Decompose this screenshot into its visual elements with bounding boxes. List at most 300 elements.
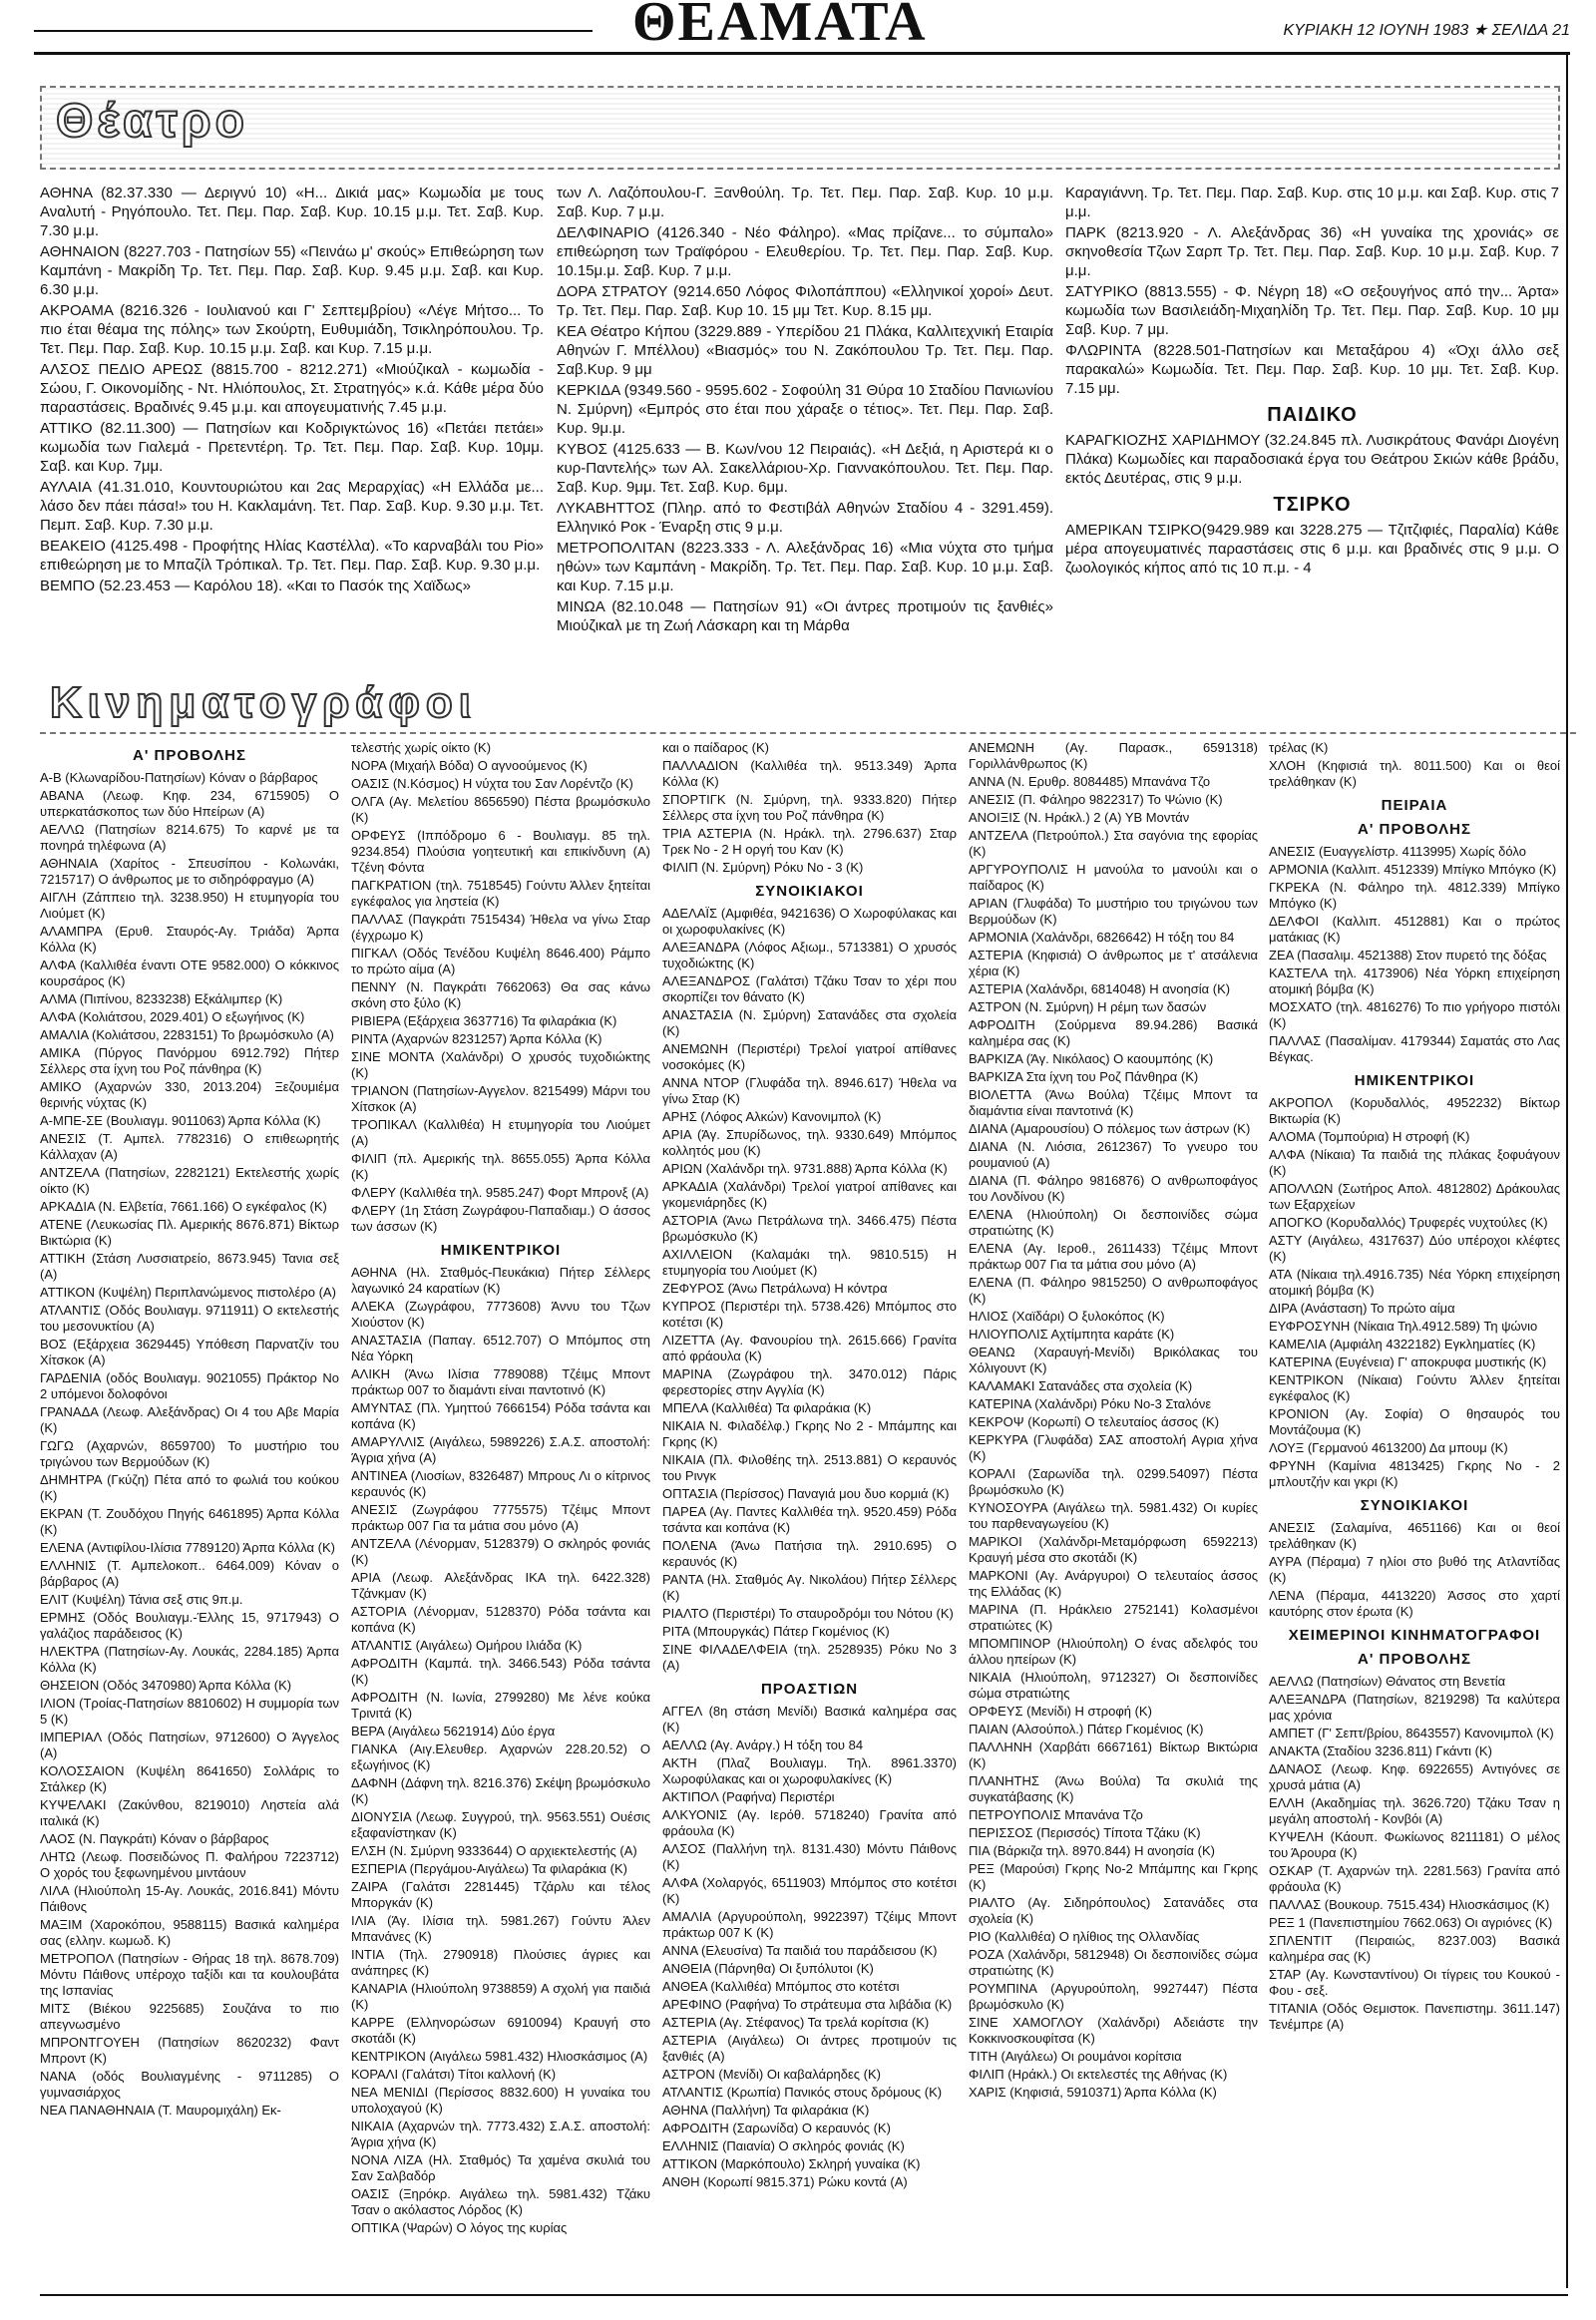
listing-entry: ΑΔΕΛΑΪΣ (Αμφιθέα, 9421636) Ο Χωροφύλακας και οι χωροφυλακίνες (Κ) [662,906,957,937]
listing-entry: ΚΟΛΟΣΣΑΙΟΝ (Κυψέλη 8641650) Σολλάρις το Στάλκερ (Κ) [40,1763,339,1794]
section-heading-winter-a: Α' ΠΡΟΒΟΛΗΣ [1357,1651,1471,1668]
listing-entry: ΑΡΜΟΝΙΑ (Καλλιπ. 4512339) Μπίγκο Μπόγκο (Κ) [1269,862,1557,877]
listing-entry: ΑΤΑ (Νίκαια τηλ.4916.735) Νέα Υόρκη επιχείρηση ατομική βόμβα (Κ) [1269,1267,1560,1298]
listing-entry: ΡΙΝΤΑ (Αχαρνών 8231257) Άρπα Κόλλα (Κ) [351,1031,602,1046]
listing-entry: ΚΕΑ Θέατρο Κήπου (3229.889 - Υπερίδου 21 Πλάκα, Καλλιτεχνική Εταιρία Αθηνών Γ. Μπέλλου) «Βιασμός» του Ν. Ζακόπουλου Τρ. Τετ. Πεμ. Παρ. Σαβ.Κυρ. 9 μμ [557,323,1053,378]
section-heading-peiraia-a: Α' ΠΡΟΒΟΛΗΣ [1357,821,1471,838]
listing-entry: ΑΛΕΞΑΝΔΡΑ (Πατησίων, 8219298) Τα καλύτερα μας χρόνια [1269,1692,1560,1723]
listing-entry: ΚΑΤΕΡΙΝΑ (Ευγένεια) Γ' αποκρυφα μυστικής (Κ) [1269,1354,1547,1369]
listing-entry: ΣΙΝΕ ΜΟΝΤΑ (Χαλάνδρι) Ο χρυσός τυχοδιώκτης (Κ) [351,1049,650,1080]
listing-entry: ΦΛΕΡΥ (Καλλιθέα τηλ. 9585.247) Φορτ Μπρονξ (Α) [351,1185,649,1200]
listing-entry: ΑΝΕΣΙΣ (Ευαγγελίστρ. 4113995) Χωρίς δόλο [1269,844,1526,859]
cinema-col3b-list [662,906,957,1674]
listing-entry: ΑΣΤΡΟΝ (Ν. Σμύρνη) Η ρέμη των δασών [969,999,1207,1014]
cinema-col2-list [351,740,650,1235]
listing-entry: ΑΡΓΥΡΟΥΠΟΛΙΣ Η μανούλα το μανούλι και ο παίδαρος (Κ) [969,862,1258,893]
listing-entry: ΑΤΛΑΝΤΙΣ (Κρωπία) Πανικός στους δρόμους (Κ) [662,2085,943,2100]
listing-entry: ΑΤΕΝΕ (Λευκωσίας Πλ. Αμερικής 8676.871) Βίκτωρ Βικτώρια (Κ) [40,1217,339,1248]
listing-entry: ΑΘΗΝΑΙΟΝ (8227.703 - Πατησίων 55) «Πεινάω μ' σκούς» Επιθεώρηση των Καμπάνη - Μακρίδη Τρ. Τετ. Πεμ. Παρ. Σαβ. Κυρ. 9.45 μ.μ. Σαβ. και Κυρ. 6.30 μ.μ. [40,243,544,298]
listing-entry: ΣΙΝΕ ΦΙΛΑΔΕΛΦΕΙΑ (τηλ. 2528935) Ρόκυ Νο 3 (Α) [662,1642,957,1673]
listing-entry: ΑΜΠΕΤ (Γ' Σεπτ/βρίου, 8643557) Κανονιμπολ (Κ) [1269,1726,1554,1740]
listing-entry: ΓΙΑΝΚΑ (Αιγ.Ελευθερ. Αχαρνών 228.20.52) Ο εξωγήινος (Κ) [351,1741,650,1772]
listing-entry: ΡΕΞ (Μαρούσι) Γκρης Νο-2 Μπάμπης και Γκρης (Κ) [969,1861,1258,1892]
listing-entry: ΚΥΒΟΣ (4125.633 — Β. Κων/νου 12 Πειραιάς). «Η Δεξιά, η Αριστερά κι ο κυρ-Παντελής» των Αλ. Σακελλάριου-Χρ. Γιαννακόπουλου. Τετ. Πεμ. Παρ. Σαβ. Κυρ. 9μμ. Τετ. Σαβ. Κυρ. 6μμ. [557,441,1053,496]
listing-entry: ΝΟΝΑ ΛΙΖΑ (Ηλ. Σταθμός) Τα χαμένα σκυλιά του Σαν Σαλβαδόρ [351,2152,650,2183]
listing-entry: ΚΕΡΚΥΡΑ (Γλυφάδα) ΣΑΣ αποστολή Αγρια χήνα (Κ) [969,1432,1258,1463]
listing-entry: ΚΑΡΡΕ (Ελληνορώσων 6910094) Κραυγή στο σκοτάδι (Κ) [351,2015,650,2046]
listing-entry: ΑΡΙΩΝ (Χαλάνδρι τηλ. 9731.888) Άρπα Κόλλα (Κ) [662,1161,948,1176]
cinema-col2b-list [351,1265,650,2236]
listing-entry: ΜΙΤΣ (Βιέκου 9225685) Σουζάνα το πιο απεγνωσμένο [40,2001,339,2032]
listing-entry: ΤΡΟΠΙΚΑΛ (Καλλιθέα) Η ετυμηγορία του Λιούμετ (Α) [351,1117,650,1148]
listing-entry: ΡΙΤΑ (Μπουργκάς) Πάτερ Γκομένιος (Κ) [662,1624,890,1639]
listing-entry: ΑΜΙΚΑ (Πύργος Πανόρμου 6912.792) Πήτερ Σέλλερς στα ίχνη του Ροζ πάνθηρα (Κ) [40,1045,339,1076]
listing-entry: ΡΟΥΜΠΙΝΑ (Αργυρούπολη, 9927447) Πέστα βρωμόσκυλο (Κ) [969,1981,1258,2012]
listing-entry: ΔΙΡΑ (Ανάσταση) Το πρώτο αίμα [1269,1301,1455,1316]
listing-entry: ΣΙΝΕ ΧΑΜΟΓΛΟΥ (Χαλάνδρι) Αδειάστε την Κοκκινοσκουφίτσα (Κ) [969,2015,1258,2046]
listing-entry: ΑΣΤΕΡΙΑ (Κηφισιά) Ο άνθρωπος με τ' ατσάλενια χέρια (Κ) [969,948,1258,978]
listing-entry: ΑΘΗΝΑ (82.37.330 — Δεριγνύ 10) «Η... Δικιά μας» Κωμωδία με τους Αναλυτή - Ρηγόπουλο. Τετ. Πεμ. Παρ. Σαβ. Κυρ. 10.15 μ.μ. Τετ. Σαβ. Κυρ. 7.30 μ.μ. [40,185,544,239]
listing-entry: ΑΜΑΛΙΑ (Κολιάτσου, 2283151) Το βρωμόσκυλο (Α) [40,1027,334,1042]
listing-entry: ΒΑΡΚΙΖΑ Στα ίχνη του Ροζ Πάνθηρα (Κ) [969,1069,1199,1084]
listing-entry: ΑΤΤΙΚΟ (82.11.300) — Πατησίων και Κοδριγκτώνος 16) «Πετάει πετάει» κωμωδία των Γιαλεμά - Πρετεντέρη. Τρ. Τετ. Πεμ. Παρ. Σαβ. Κυρ. 10μμ. Σαβ. και Κυρ. 7μμ. [40,420,544,475]
listing-entry: ΡΕΞ 1 (Πανεπιστημίου 7662.063) Οι αγριόνες (Κ) [1269,1915,1553,1930]
cinema-column-5 [1269,740,1560,2035]
listing-entry: ΑΤΤΙΚΗ (Στάση Λυσσιατρείο, 8673.945) Τανια σεξ (Α) [40,1251,339,1282]
listing-entry: ΦΡΥΝΗ (Καμίνια 4813425) Γκρης Νο - 2 μπλουτζήν και γκρι (Κ) [1269,1458,1560,1489]
listing-entry: ΑΡΚΑΔΙΑ (Χαλάνδρι) Τρελοί γιατροί απίθανες και γκομενιάρηδες (Κ) [662,1179,957,1210]
listing-entry: ΑΝΝΑ ΝΤΟΡ (Γλυφάδα τηλ. 8946.617) Ήθελα να γίνω Σταρ (Κ) [662,1075,957,1106]
listing-entry: ΜΠΡΟΝΤΓΟΥΕΗ (Πατησίων 8620232) Φαντ Μπροντ (Κ) [40,2035,339,2066]
listing-entry: ΑΝΘΕΙΑ (Πάρνηθα) Οι ξυπόλυτοι (Κ) [662,1961,874,1976]
listing-entry: ΑΙΓΛΗ (Ζάππειο τηλ. 3238.950) Η ετυμηγορία του Λιούμετ (Κ) [40,890,339,921]
listing-entry: ΦΙΛΙΠ (Ν. Σμύρνη) Ρόκυ Νο - 3 (Κ) [662,860,864,875]
listing-entry: ΗΛΙΟΥΠΟΛΙΣ Αχτίμπητα καράτε (Κ) [969,1327,1175,1342]
listing-entry: ΑΝΕΜΩΝΗ (Περιστέρι) Τρελοί γιατροί απίθανες νοσοκόμες (Κ) [662,1041,957,1072]
listing-entry: ΠΙΓΚΑΛ (Οδός Τενέδου Κυψέλη 8646.400) Ράμπο το πρώτο αίμα (Α) [351,946,650,976]
listing-entry: ΧΛΟΗ (Κηφισιά τηλ. 8011.500) Και οι θεοί τρελάθηκαν (Κ) [1269,758,1560,789]
listing-entry: ΑΦΡΟΔΙΤΗ (Σούρμενα 89.94.286) Βασικά καλημέρα σας (Κ) [969,1017,1258,1048]
masthead-rule [34,30,593,32]
listing-entry: ΡΙΑΛΤΟ (Αγ. Σιδηρόπουλος) Σατανάδες στα σχολεία (Κ) [969,1895,1258,1926]
listing-entry: ΑΝΑΚΤΑ (Σταδίου 3236.811) Γκάντι (Κ) [1269,1743,1492,1758]
theatre-banner [40,86,1560,170]
section-heading-proastion: ΠΡΟΑΣΤΙΩΝ [760,1681,859,1698]
listing-entry: ΠΕΡΙΣΣΟΣ (Περισσός) Τίποτα Τζάκυ (Κ) [969,1825,1201,1840]
listing-entry: ΑΤΛΑΝΤΙΣ (Αιγάλεω) Ομήρου Ιλιάδα (Κ) [351,1638,583,1653]
listing-entry: ΑΜΕΡΙΚΑΝ ΤΣΙΡΚΟ(9429.989 και 3228.275 — Τζιτζιφιές, Παραλία) Κάθε μέρα απογευματινές παραστάσεις στις 6 μ.μ. και βραδινές στις 9 μ.μ. Ο ζωολογικός κήπος από τις 10 π.μ. - 4 [1065,522,1559,577]
listing-entry: ΜΙΝΩΑ (82.10.048 — Πατησίων 91) «Οι άντρες προτιμούν τις ξανθιές» Μιούζικαλ με τη Ζωή Λάσκαρη και τη Μάρθα [557,598,1053,634]
listing-entry: ΜΑΡΙΚΟΙ (Χαλάνδρι-Μεταμόρφωση 6592213) Κραυγή μέσα στο σκοτάδι (Κ) [969,1534,1258,1565]
listing-entry: ΑΝΝΑ (Ελευσίνα) Τα παιδιά του παράδεισου (Κ) [662,1943,938,1958]
listing-entry: ΦΛΕΡΥ (1η Στάση Ζωγράφου-Παπαδιαμ.) Ο άσσος των άσσων (Κ) [351,1203,650,1234]
listing-entry: ΙΛΙΟΝ (Τροίας-Πατησίων 8810602) Η συμμορία των 5 (Κ) [40,1696,339,1727]
listing-entry: ΕΣΠΕΡΙΑ (Περγάμου-Αιγάλεω) Τα φιλαράκια (Κ) [351,1861,627,1876]
listing-entry: ΓΡΑΝΑΔΑ (Λεωφ. Αλεξάνδρας) Οι 4 του Αβε Μαρία (Κ) [40,1404,339,1435]
listing-entry: ΑΛΣΟΣ ΠΕΔΙΟ ΑΡΕΩΣ (8815.700 - 8212.271) «Μιούζικαλ - κωμωδία - Σώου, Γ. Οικονομίδης - Ντ. Ηλιόπουλος, Στ. Στρατηγός» κ.ά. Κάθε μέρα δύο παραστάσεις. Βραδινές 9.45 μ.μ. και απογευματινής 7.45 μ.μ. [40,361,544,416]
listing-entry: ΑΣΤΥ (Αιγάλεω, 4317637) Δύο υπέροχοι κλέφτες (Κ) [1269,1233,1560,1264]
listing-entry: ΑΚΡΟΑΜΑ (8216.326 - Ιουλιανού και Γ' Σεπτεμβρίου) «Λέγε Μήτσο... Το πιο έται θέαμα της πόλης» των Σκούρτη, Ευθυμιάδη, Τσικληρόπουλου. Τρ. Τετ. Πεμ. Παρ. Σαβ. Κυρ. 10.15 μ.μ. Σαβ. και Κυρ. 7.15 μ.μ. [40,302,544,357]
listing-entry: ΑΡΙΑΝ (Γλυφάδα) Το μυστήριο του τριγώνου των Βερμούδων (Κ) [969,896,1258,927]
listing-entry: ΣΠΛΕΝΤΙΤ (Πειραιώς, 8237.003) Βασικά καλημέρα σας (Κ) [1269,1933,1560,1964]
listing-entry: ΑΝΝΑ (Ν. Ερυθρ. 8084485) Μπανάνα Τζο [969,774,1211,789]
listing-entry: ΑΛΑΜΠΡΑ (Ερυθ. Σταυρός-Αγ. Τριάδα) Άρπα Κόλλα (Κ) [40,924,339,955]
listing-entry: ΚΥΝΟΣΟΥΡΑ (Αιγάλεω τηλ. 5981.432) Οι κυρίες του παρθεναγωγείου (Κ) [969,1500,1258,1531]
listing-entry: ΑΦΡΟΔΙΤΗ (Σαρωνίδα) Ο κεραυνός (Κ) [662,2121,891,2135]
listing-entry: ΛΙΛΑ (Ηλιούπολη 15-Αγ. Λουκάς, 2016.841) Μόντυ Πάιθονς [40,1883,339,1914]
listing-entry: ΖΑΙΡΑ (Γαλάτσι 2281445) Τζάρλυ και τέλος Μποργκάν (Κ) [351,1879,650,1910]
listing-entry: ΕΛΙΤ (Κυψέλη) Τάνια σεξ στις 9π.μ. [40,1592,243,1607]
listing-entry: ΜΑΡΙΝΑ (Ζωγράφου τηλ. 3470.012) Πάρις φερεστορίες στην Αγγλία (Κ) [662,1366,957,1397]
listing-entry: ΑΛΕΚΑ (Ζωγράφου, 7773608) Άννυ του Τζων Χιούστον (Κ) [351,1299,650,1330]
listing-entry: ΤΡΙΑΝΟΝ (Πατησίων-Αγγελον. 8215499) Μάρνι του Χίτσκοκ (Α) [351,1083,650,1114]
listing-entry: ΑΝΘΕΑ (Καλλιθέα) Μπόμπος στο κοτέτσι [662,1979,900,1994]
listing-entry: ΗΛΕΚΤΡΑ (Πατησίων-Αγ. Λουκάς, 2284.185) Άρπα Κόλλα (Κ) [40,1644,339,1675]
listing-entry: ΒΑΡΚΙΖΑ (Άγ. Νικόλαος) Ο καουμπόης (Κ) [969,1051,1214,1066]
cinema-col3-list [662,740,957,876]
listing-entry: ΑΤΤΙΚΟΝ (Μαρκόπουλο) Σκληρή γυναίκα (Κ) [662,2156,921,2171]
listing-entry: ΓΑΡΔΕΝΙΑ (οδός Βουλιαγμ. 9021055) Πράκτορ Νο 2 υπόμενοι δολοφόνοι [40,1370,339,1401]
listing-entry: ΑΚΤΙΠΟΛ (Ραφήνα) Περιστέρι [662,1789,835,1804]
theatre-column-3 [1065,184,1559,580]
listing-entry: ΑΧΙΛΛΕΙΟΝ (Καλαμάκι τηλ. 9810.515) Η ετυμηγορία του Λιούμετ (Κ) [662,1247,957,1278]
listing-entry: ΑΣΤΟΡΙΑ (Λένορμαν, 5128370) Ρόδα τσάντα και κοπάνα (Κ) [351,1604,650,1635]
listing-entry: ΔΑΦΝΗ (Δάφνη τηλ. 8216.376) Σκέψη βρωμόσκυλο (Κ) [351,1775,650,1806]
listing-entry: ΑΝΕΣΙΣ (Σαλαμίνα, 4651166) Και οι θεοί τρελάθηκαν (Κ) [1269,1520,1560,1551]
listing-entry: ΑΝΟΙΞΙΣ (Ν. Ηράκλ.) 2 (Α) ΥΒ Μοντάν [969,810,1190,825]
listing-entry: ΕΛΕΝΑ (Αντιφίλου-Ιλίσια 7789120) Άρπα Κόλλα (Κ) [40,1540,335,1555]
listing-entry: ΦΙΛΙΠ (πλ. Αμερικής τηλ. 8655.055) Άρπα Κόλλα (Κ) [351,1151,650,1182]
section-heading-imikentrikoi: ΗΜΙΚΕΝΤΡΙΚΟΙ [440,1242,562,1259]
listing-entry: ΖΕΑ (Πασαλιμ. 4521388) Στον πυρετό της δόξας [1269,948,1547,963]
listing-entry: ΓΚΡΕΚΑ (Ν. Φάληρο τηλ. 4812.339) Μπίγκο Μπόγκο (Κ) [1269,880,1560,911]
listing-entry: τρέλας (Κ) [1269,740,1329,755]
listing-entry: ΙΛΙΑ (Άγ. Ιλίσια τηλ. 5981.267) Γούντυ Άλεν Μπανάνες (Κ) [351,1913,650,1944]
listing-entry: ΑΣΤΟΡΙΑ (Άνω Πετράλωνα τηλ. 3466.475) Πέστα βρωμόσκυλο (Κ) [662,1213,957,1244]
listing-entry: ΠΑΙΑΝ (Αλσούπολ.) Πάτερ Γκομένιος (Κ) [969,1722,1204,1737]
listing-entry: ΠΑΛΛΑΣ (Παγκράτι 7515434) Ήθελα να γίνω Σταρ (έγχρωμο Κ) [351,912,650,943]
listing-entry: ΟΡΦΕΥΣ (Μενίδι) Η στροφή (Κ) [969,1704,1152,1719]
section-heading-synoikiakoi-2: ΣΥΝΟΙΚΙΑΚΟΙ [1360,1497,1469,1514]
listing-entry: ΑΣΤΡΟΝ (Μενίδι) Οι καβαλάρηδες (Κ) [662,2067,881,2082]
listing-entry: ΕΛΕΝΑ (Π. Φάληρο 9815250) Ο ανθρωποφάγος (Κ) [969,1275,1258,1306]
listing-entry: ΑΓΓΕΛ (8η στάση Μενίδι) Βασικά καλημέρα σας (Κ) [662,1704,957,1735]
tsirko-list [1065,521,1559,578]
listing-entry: ΔΙΑΝΑ (Αμαρουσίου) Ο πόλεμος των άστρων (Κ) [969,1121,1251,1136]
listing-entry: ΚΡΟΝΙΟΝ (Αγ. Σοφία) Ο θησαυρός του Μοντάζουμα (Κ) [1269,1406,1560,1437]
listing-entry: ΖΕΦΥΡΟΣ (Άνω Πετράλωνα) Η κόντρα [662,1281,888,1296]
listing-entry: Α-ΜΠΕ-ΣΕ (Βουλιαγμ. 9011063) Άρπα Κόλλα (Κ) [40,1113,321,1128]
section-heading-winter-cinemas: ΧΕΙΜΕΡΙΝΟΙ ΚΙΝΗΜΑΤΟΓΡΑΦΟΙ [1288,1627,1541,1644]
listing-entry: ΤΡΙΑ ΑΣΤΕΡΙΑ (Ν. Ηράκλ. τηλ. 2796.637) Σταρ Τρεκ Νο - 2 Η οργή του Καν (Κ) [662,826,957,857]
listing-entry: ΝΕΑ ΠΑΝΑΘΗΝΑΙΑ (Τ. Μαυρομιχάλη) Εκ- [40,2103,281,2118]
listing-entry: ΠΟΛΕΝΑ (Άνω Πατήσια τηλ. 2910.695) Ο κεραυνός (Κ) [662,1538,957,1569]
listing-entry: ΠΕΝΝΥ (Ν. Παγκράτι 7662063) Θα σας κάνω σκόνη στο ξύλο (Κ) [351,979,650,1010]
listing-entry: ΔΑΝΑΟΣ (Λεωφ. Κηφ. 6922655) Αντιγόνες σε χρυσά μάτια (Α) [1269,1761,1560,1792]
listing-entry: ΑΛΟΜΑ (Τομπούρια) Η στροφή (Κ) [1269,1129,1470,1144]
listing-entry: ΠΙΑ (Βάρκιζα τηλ. 8970.844) Η ανοησία (Κ) [969,1843,1215,1858]
listing-entry: ΣΤΑΡ (Αγ. Κωνσταντίνου) Οι τίγρεις του Κουκού - Φου - σεξ. [1269,1967,1560,1998]
listing-entry: ΟΛΓΑ (Αγ. Μελετίου 8656590) Πέστα βρωμόσκυλο (Κ) [351,794,650,825]
cinema-col5c-list [1269,1520,1560,1620]
listing-entry: ΟΠΤΙΚΑ (Ψαρών) Ο λόγος της κυρίας [351,2220,568,2235]
listing-entry: ΑΝΤΖΕΛΑ (Λένορμαν, 5128379) Ο σκληρός φονιάς (Κ) [351,1536,650,1567]
listing-entry: ΟΠΤΑΣΙΑ (Περίσσος) Παναγιά μου δυο κορμιά (Κ) [662,1486,950,1501]
listing-entry: ΧΑΡΙΣ (Κηφισιά, 5910371) Άρπα Κόλλα (Κ) [969,2085,1217,2100]
listing-entry: ΕΛΣΗ (Ν. Σμύρνη 9333644) Ο αρχιεκτελεστής (Α) [351,1843,637,1858]
listing-entry: ΑΝΕΣΙΣ (Ζωγράφου 7775575) Τζέιμς Μποντ πράκτωρ 007 Για τα μάτια σου μόνο (Α) [351,1502,650,1533]
listing-entry: ΑΕΛΛΩ (Πατησίων) Θάνατος στη Βενετία [1269,1674,1506,1689]
listing-entry: ΕΛΛΗ (Ακαδημίας τηλ. 3626.720) Τζάκυ Τσαν η μεγάλη αποστολή - Κονβόι (Α) [1269,1795,1560,1826]
listing-entry: τελεστής χωρίς οίκτο (Κ) [351,740,492,755]
listing-entry: ΑΒΑΝΑ (Λεωφ. Κηφ. 234, 6715905) Ο υπερκατάσκοπος των δύο Ηπείρων (Α) [40,788,339,819]
listing-entry: ΣΠΟΡΤΙΓΚ (Ν. Σμύρνη, τηλ. 9333.820) Πήτερ Σέλλερς στα ίχνη του Ροζ πάνθηρα (Κ) [662,792,957,823]
listing-entry: ΚΑΡΑΓΚΙΟΖΗΣ ΧΑΡΙΔΗΜΟΥ (32.24.845 πλ. Λυσικράτους Φανάρι Διογένη Πλάκα) Κωμωδίες και παραδοσιακά έργα του Θεάτρου Σκιών κάθε βράδυ, εκτός Δευτέρας, στις 9 μ.μ. [1065,432,1559,487]
listing-entry: ΑΚΡΟΠΟΛ (Κορυδαλλός, 4952232) Βίκτωρ Βικτωρία (Κ) [1269,1095,1560,1126]
listing-entry: ΙΝΤΙΑ (Τηλ. 2790918) Πλούσιες άγριες και ανάπηρες (Κ) [351,1947,650,1978]
listing-entry: ΠΑΛΛΑΣ (Πασαλίμαν. 4179344) Σαματάς στο Λας Βέγκας. [1269,1033,1560,1064]
listing-entry: ΑΡΙΑ (Λεωφ. Αλεξάνδρας ΙΚΑ τηλ. 6422.328) Τζάνκμαν (Κ) [351,1570,650,1601]
listing-entry: ΑΝΑΣΤΑΣΙΑ (Ν. Σμύρνη) Σατανάδες στα σχολεία (Κ) [662,1007,957,1038]
listing-entry: ΔΕΛΦΙΝΑΡΙΟ (4126.340 - Νέο Φάληρο). «Μας πρίζανε... το σύμπαλο» επιθεώρηση των Τραϊφόρου - Ελευθερίου. Τρ. Τετ. Πεμ. Παρ. Σαβ. Κυρ. 10.15μ.μ. Σαβ. Κυρ. 7 μ.μ. [557,224,1053,279]
listing-entry: ΔΙΑΝΑ (Π. Φάληρο 9816876) Ο ανθρωποφάγος του Λονδίνου (Κ) [969,1173,1258,1204]
listing-entry: ΑΡΕΦΙΝΟ (Ραφήνα) Το στράτευμα στα λιβάδια (Κ) [662,1997,953,2012]
listing-entry: ΕΡΜΗΣ (Οδός Βουλιαγμ.-Έλλης 15, 9717943) Ο γαλάζιος παράδεισος (Κ) [40,1610,339,1641]
listing-entry: ΡΟΖΑ (Χαλάνδρι, 5812948) Οι δεσποινίδες σώμα στρατιώτης (Κ) [969,1947,1258,1978]
listing-entry: ΑΝΕΣΙΣ (Τ. Αμπελ. 7782316) Ο επιθεωρητής Κάλλαχαν (Α) [40,1131,339,1162]
listing-entry: ΑΘΗΝΑΙΑ (Χαρίτος - Σπευσίπου - Κολωνάκι, 7215717) Ο άνθρωπος με το σιδηρόφραγμο (Α) [40,856,339,887]
listing-entry: ΑΜΑΛΙΑ (Αργυρούπολη, 9922397) Τζέιμς Μποντ πράκτωρ 007 Κ (Κ) [662,1909,957,1940]
listing-entry: ΑΛΙΚΗ (Άνω Ιλίσια 7789088) Τζέιμς Μποντ πράκτωρ 007 το διαμάντι είναι παντοτινό (Κ) [351,1366,650,1397]
listing-entry: ΚΑΛΑΜΑΚΙ Σατανάδες στα σχολεία (Κ) [969,1378,1193,1393]
listing-entry: ΑΜΑΡΥΛΛΙΣ (Αιγάλεω, 5989226) Σ.Α.Σ. αποστολή: Άγρια χήνα (Α) [351,1434,650,1465]
listing-entry: ΑΡΙΑ (Άγ. Σπυρίδωνος, τηλ. 9330.649) Μπόμπος κολλητός μου (Κ) [662,1127,957,1158]
listing-entry: ΟΣΚΑΡ (Τ. Αχαρνών τηλ. 2281.563) Γρανίτα από φράουλα (Κ) [1269,1863,1560,1894]
listing-entry: ΑΝΤΙΝΕΑ (Λιοσίων, 8326487) Μπρους Λι ο κίτρινος κεραυνός (Κ) [351,1468,650,1499]
listing-entry: ΟΑΣΙΣ (Ν.Κόσμος) Η νύχτα του Σαν Λορέντζο (Κ) [351,776,633,791]
listing-entry: ΔΙΟΝΥΣΙΑ (Λεωφ. Συγγρού, τηλ. 9563.551) Ουέσις εξαφανίστηκαν (Κ) [351,1809,650,1840]
listing-entry: ΑΕΛΛΩ (Πατησίων 8214.675) Το καρνέ με τα πονηρά τηλέφωνα (Α) [40,822,339,853]
listing-entry: ΛΙΖΕΤΤΑ (Αγ. Φανουρίου τηλ. 2615.666) Γρανίτα από φράουλα (Κ) [662,1333,957,1363]
listing-entry: ΑΛΕΞΑΝΔΡΑ (Λόφος Αξιωμ., 5713381) Ο χρυσός τυχοδιώκτης (Κ) [662,940,957,970]
listing-entry: ΑΝΕΣΙΣ (Π. Φάληρο 9822317) Το Ψώνιο (Κ) [969,792,1223,807]
listing-entry: ΜΠΟΜΠΙΝΟΡ (Ηλιούπολη) Ο ένας αδελφός του άλλου ηπείρων (Κ) [969,1636,1258,1667]
listing-entry: ΝΙΚΑΙΑ (Ηλιούπολη, 9712327) Οι δεσποινίδες σώμα στρατιώτης [969,1670,1258,1701]
listing-entry: ΚΥΠΡΟΣ (Περιστέρι τηλ. 5738.426) Μπόμπος στο κοτέτσι (Κ) [662,1299,957,1330]
listing-entry: ΑΥΛΑΙΑ (41.31.010, Κουντουριώτου και 2ας Μεραρχίας) «Η Ελλάδα με... λάσο δεν πάει πάσα!» του Η. Κακλαμάνη. Τετ. Παρ. Σαβ. Κυρ. 9.30 μ.μ. Τετ. Πεμπ. Σαβ. Κυρ. 7.30 μ.μ. [40,479,544,534]
listing-entry: ΡΙΒΙΕΡΑ (Εξάρχεια 3637716) Τα φιλαράκια (Κ) [351,1013,617,1028]
listing-entry: ΑΤΛΑΝΤΙΣ (Οδός Βουλιαγμ. 9711911) Ο εκτελεστής του μεσονυκτίου (Α) [40,1303,339,1334]
listing-entry: ΑΛΜΑ (Πιπίνου, 8233238) Εξκάλιμπερ (Κ) [40,991,283,1006]
listing-entry: Καραγιάννη. Τρ. Τετ. Πεμ. Παρ. Σαβ. Κυρ. στις 10 μ.μ. και Σαβ. Κυρ. στις 7 μ.μ. [1065,185,1559,220]
listing-entry: και ο παίδαρος (Κ) [662,740,769,755]
listing-entry: ΝΙΚΑΙΑ (Αχαρνών τηλ. 7773.432) Σ.Α.Σ. αποστολή: Άγρια χήνα (Κ) [351,2119,650,2149]
listing-entry: ΑΥΡΑ (Πέραμα) 7 ηλίοι στο βυθό της Ατλαντίδας (Κ) [1269,1554,1560,1585]
listing-entry: ΠΑΛΛΑΣ (Βουκουρ. 7515.434) Ηλιοσκάσιμος (Κ) [1269,1897,1550,1912]
listing-entry: ΙΜΠΕΡΙΑΛ (Οδός Πατησίων, 9712600) Ο Άγγελος (Α) [40,1730,339,1760]
listing-entry: ΒΙΟΛΕΤΤΑ (Άνω Βούλα) Τζέιμς Μποντ τα διαμάντια είναι παντοτινά (Κ) [969,1087,1258,1118]
listing-entry: ΑΝΤΖΕΛΑ (Πατησίων, 2282121) Εκτελεστής χωρίς οίκτο (Κ) [40,1165,339,1196]
cinema-column-3 [662,740,957,2192]
cinema-column-4 [969,740,1258,2103]
listing-entry: ΑΘΗΝΑ (Παλλήνη) Τα φιλαράκια (Κ) [662,2103,870,2118]
listing-entry: ΑΜΙΚΟ (Αχαρνών 330, 2013.204) Ξεζουμιέμα θερινής νύχτας (Κ) [40,1079,339,1110]
listing-entry: ΓΩΓΩ (Αχαρνών, 8659700) Το μυστήριο του τριγώνου των Βερμούδων (Κ) [40,1438,339,1469]
listing-entry: ΚΕΝΤΡΙΚΟΝ (Αιγάλεω 5981.432) Ηλιοσκάσιμος (Α) [351,2049,648,2064]
listing-entry: ΟΑΣΙΣ (Ξηρόκρ. Αιγάλεω τηλ. 5981.432) Τζάκυ Τσαν ο ακόλαστος Λόρδος (Κ) [351,2186,650,2217]
listing-entry: ΝΑΝΑ (οδός Βουλιαγμένης - 9711285) Ο γυμνασιάρχος [40,2069,339,2100]
listing-entry: ΘΗΣΕΙΟΝ (Οδός 3470980) Άρπα Κόλλα (Κ) [40,1678,292,1693]
listing-entry: ΑΛΕΞΑΝΔΡΟΣ (Γαλάτσι) Τζάκυ Τσαν το χέρι που σκορπίζει τον θάνατο (Κ) [662,973,957,1004]
listing-entry: ΚΕΡΚΙΔΑ (9349.560 - 9595.602 - Σοφούλη 31 Θύρα 10 Σταδίου Πανιωνίου Ν. Σμύρνη) «Εμπρός στο έται που χάραξε ο τέτιος». Τετ. Πεμ. Παρ. Σαβ. Κυρ. 9μ.μ. [557,382,1053,437]
cinema-col1-list [40,770,339,2119]
listing-entry: ΚΟΡΑΛΙ (Γαλάτσι) Τίτοι καλλονή (Κ) [351,2067,557,2082]
listing-entry: ΜΑΞΙΜ (Χαροκόπου, 9588115) Βασικά καλημέρα σας (ελλην. κωμωδ. Κ) [40,1917,339,1948]
listing-entry: ΕΛΛΗΝΙΣ (Τ. Αμπελοκοπ.. 6464.009) Κόναν ο βάρβαρος (Α) [40,1558,339,1589]
listing-entry: ΔΙΑΝΑ (Ν. Λιόσια, 2612367) Το γνευρο του ρουμανιού (Α) [969,1139,1258,1170]
listing-entry: ΠΑΓΚΡΑΤΙΟΝ (τηλ. 7518545) Γούντυ Άλλεν ξητείται εγκέφαλος για ληστεία (Κ) [351,878,650,909]
cinema-column-1 [40,740,339,2121]
listing-entry: ΑΘΗΝΑ (Ηλ. Σταθμός-Πευκάκια) Πήτερ Σέλλερς λαγωνικό 24 καρατίων (Κ) [351,1265,650,1296]
listing-entry: ΜΑΡΚΟΝΙ (Αγ. Ανάργυροι) Ο τελευταίος άσσος της Ελλάδας (Κ) [969,1568,1258,1599]
listing-entry: ΚΑΤΕΡΙΝΑ (Χαλάνδρι) Ρόκυ Νο-3 Σταλόνε [969,1396,1212,1411]
page-title: ΘΕΑΜΑΤΑ [632,0,928,53]
listing-entry: των Λ. Λαζόπουλου-Γ. Ξανθούλη. Τρ. Τετ. Πεμ. Παρ. Σαβ. Κυρ. 10 μ.μ. Σαβ. Κυρ. 7 μ.μ. [557,185,1053,220]
listing-entry: ΑΝΘΗ (Κορωπί 9815.371) Ρώκυ κοντά (Α) [662,2174,908,2189]
listing-entry: ΑΦΡΟΔΙΤΗ (Καμπά. τηλ. 3466.543) Ρόδα τσάντα (Κ) [351,1656,650,1687]
cinema-column-2 [351,740,650,2238]
listing-entry: ΡΙΟ (Καλλιθέα) Ο ηλίθιος της Ολλανδίας [969,1929,1200,1944]
section-heading-peiraia: ΠΕΙΡΑΙΑ [1381,797,1448,814]
listing-entry: ΚΑΜΕΛΙΑ (Αμφιάλη 4322182) Εγκληματίες (Κ) [1269,1337,1536,1352]
dateline: ΚΥΡΙΑΚΗ 12 ΙΟΥΝΗ 1983 ★ ΣΕΛΙΔΑ 21 [1283,22,1570,39]
listing-entry: ΒΕΜΠΟ (52.23.453 — Καρόλου 18). «Και το Πασόκ της Χαϊδως» [40,578,471,594]
listing-entry: ΑΛΦΑ (Νίκαια) Τα παιδιά της πλάκας ξοφυάγουν (Κ) [1269,1147,1560,1178]
cinema-banner-title: Κινηματογράφοι [50,678,477,727]
listing-entry: ΕΛΛΗΝΙΣ (Παιανία) Ο σκληρός φονιάς (Κ) [662,2138,905,2153]
section-heading-imikentrikoi-2: ΗΜΙΚΕΝΤΡΙΚΟΙ [1354,1072,1475,1089]
listing-entry: ΑΝΕΜΩΝΗ (Αγ. Παρασκ., 6591318) Γοριλλάνθρωπος (Κ) [969,740,1258,771]
listing-entry: ΛΗΤΩ (Λεωφ. Ποσειδώνος Π. Φαλήρου 7223712) Ο χορός του ξεφωνημένου μιντάουν [40,1849,339,1880]
listing-entry: ΛΟΥΞ (Γερμανού 4613200) Δα μπουμ (Κ) [1269,1440,1508,1455]
listing-entry: ΝΙΚΑΙΑ Ν. Φιλαδέλφ.) Γκρης Νο 2 - Μπάμπης και Γκρης (Κ) [662,1418,957,1449]
listing-entry: ΑΕΛΛΩ (Αγ. Ανάργ.) Η τόξη του 84 [662,1738,864,1752]
listing-entry: ΣΑΤΥΡΙΚΟ (8813.555) - Φ. Νέγρη 18) «Ο σεξουγήνος από την... Άρτα» κωμωδία των Βασιλειάδη-Μιχαηλίδη Τρ. Τετ. Πεμ. Παρ. Σαβ. Κυρ. 10 μμ Σαβ. Κυρ. 7 μμ. [1065,283,1559,338]
listing-entry: ΚΥΨΕΛΗ (Κάουπ. Φωκίωνος 8211181) Ο μέλος του Άρουρα (Κ) [1269,1829,1560,1860]
section-heading-paidiko: ΠΑΙΔΙΚΟ [1267,404,1358,426]
cinema-col5b-list [1269,1095,1560,1490]
listing-entry: ΠΑΡΕΑ (Αγ. Παντες Καλλιθέα τηλ. 9520.459) Ρόδα τσάντα και κοπάνα (Κ) [662,1504,957,1535]
listing-entry: ΡΑΝΤΑ (Ηλ. Σταθμός Αγ. Νικολάου) Πήτερ Σέλλερς (Κ) [662,1572,957,1603]
listing-entry: ΜΠΕΛΑ (Καλλιθέα) Τα φιλαράκια (Κ) [662,1400,872,1415]
listing-entry: Α-Β (Κλωναρίδου-Πατησίων) Κόναν ο βάρβαρος [40,770,318,785]
listing-entry: ΒΟΣ (Εξάρχεια 3629445) Υπόθεση Παρνατζίν του Χίτσκοκ (Α) [40,1337,339,1367]
listing-entry: ΜΑΡΙΝΑ (Π. Ηράκλειο 2752141) Κολασμένοι στρατιώτες (Κ) [969,1602,1258,1633]
listing-entry: ΕΥΦΡΟΣΥΝΗ (Νίκαια Τηλ.4912.589) Τη ψώνιο [1269,1319,1538,1334]
cinema-col5a-list [1269,844,1560,1065]
cinema-col5d-list [1269,1674,1560,2033]
listing-entry: ΑΤΤΙΚΟΝ (Κυψέλη) Περιπλανώμενος πιστολέρο (Α) [40,1285,336,1300]
listing-entry: ΑΣΤΕΡΙΑ (Αιγάλεω) Οι άντρες προτιμούν τις ξανθιές (Α) [662,2033,957,2064]
theatre-column-2 [557,184,1053,637]
listing-entry: ΔΗΜΗΤΡΑ (Γκύζη) Πέτα από το φωλιά του κούκου (Κ) [40,1472,339,1503]
listing-entry: ΑΦΡΟΔΙΤΗ (Ν. Ιωνία, 2799280) Με λένε κούκα Τρινιτά (Κ) [351,1690,650,1721]
listing-entry: ΜΟΣΧΑΤΟ (τηλ. 4816276) Το πιο γρήγορο πιστόλι (Κ) [1269,999,1560,1030]
listing-entry: ΚΑΣΤΕΛΑ τηλ. 4173906) Νέα Υόρκη επιχείρηση ατομική βόμβα (Κ) [1269,966,1560,996]
listing-entry: ΒΕΑΚΕΙΟ (4125.498 - Προφήτης Ηλίας Καστέλλα). «Το καρναβάλι του Pio» επιθεώρηση με το Μπαζίλ Τρόπικαλ. Τρ. Τετ. Πεμ. Παρ. Σαβ. Κυρ. 9.30 μ.μ. [40,538,544,574]
listing-entry: ΑΣΤΕΡΙΑ (Χαλάνδρι, 6814048) Η ανοησία (Κ) [969,981,1231,996]
listing-entry: ΑΝΑΣΤΑΣΙΑ (Παπαγ. 6512.707) Ο Μπόμπος στη Νέα Υόρκη [351,1333,650,1363]
listing-entry: ΑΛΦΑ (Καλλιθέα έναντι ΟΤΕ 9582.000) Ο κόκκινος κουρσάρος (Κ) [40,958,339,988]
listing-entry: ΔΕΛΦΟΙ (Καλλιπ. 4512881) Και ο πρώτος ματάκιας (Κ) [1269,914,1560,945]
listing-entry: ΚΟΡΑΛΙ (Σαρωνίδα τηλ. 0299.54097) Πέστα βρωμόσκυλο (Κ) [969,1466,1258,1497]
listing-entry: ΕΛΕΝΑ (Αγ. Ιεροθ., 2611433) Τζέιμς Μποντ πράκτωρ 007 Για τα μάτια σου μόνο (Α) [969,1241,1258,1272]
listing-entry: ΤΙΤΑΝΙΑ (Οδός Θεμιστοκ. Πανεπιστημ. 3611.147) Τενέμπρε (Α) [1269,2001,1560,2032]
listing-entry: ΝΟΡΑ (Μιχαήλ Βόδα) Ο αγνοούμενος (Κ) [351,758,588,773]
theatre-col3-list [1065,184,1559,398]
masthead [34,0,1570,55]
listing-entry: ΚΥΨΕΛΑΚΙ (Ζακύνθου, 8219010) Ληστεία αλά ιταλικά (Κ) [40,1797,339,1828]
listing-entry: ΜΕΤΡΟΠΟΛ (Πατησίων - Θήρας 18 τηλ. 8678.709) Μόντυ Πάιθονς υπέροχο ταξίδι και τα κουλουβάτα της Ισπανίας [40,1951,339,1998]
listing-entry: ΚΕΝΤΡΙΚΟΝ (Νίκαια) Γούντυ Άλλεν ξητείται εγκέφαλος (Κ) [1269,1372,1560,1403]
listing-entry: ΕΛΕΝΑ (Ηλιούπολη) Οι δεσποινίδες σώμα στρατιώτης (Κ) [969,1207,1258,1238]
listing-entry: ΑΣΤΕΡΙΑ (Αγ. Στέφανος) Τα τρελά κορίτσια (Κ) [662,2015,930,2030]
listing-entry: ΘΕΑΝΩ (Χαραυγή-Μενίδι) Βρικόλακας του Χόλιγουντ (Κ) [969,1345,1258,1375]
listing-entry: ΤΙΤΗ (Αιγάλεω) Οι ρουμάνοι κορίτσια [969,2049,1182,2064]
listing-entry: ΛΕΝΑ (Πέραμα, 4413220) Άσσος στο χαρτί καυτόρης στον έρωτα (Κ) [1269,1588,1560,1619]
listing-entry: ΑΠΟΓΚΟ (Κορυδαλλός) Τρυφερές νυχτούλες (Κ) [1269,1215,1548,1230]
page-frame-bottom [40,2294,1568,2296]
paidiko-list [1065,431,1559,488]
listing-entry: ΚΑΝΑΡΙΑ (Ηλιούπολη 9738859) Α σχολή για παιδιά (Κ) [351,1981,650,2012]
listing-entry: ΟΡΦΕΥΣ (Ιππόδρομο 6 - Βουλιαγμ. 85 τηλ. 9234.854) Πλούσια γοητευτική και επικίνδυνη (Α) Τζένη Φόντα [351,828,650,875]
listing-entry: ΑΡΜΟΝΙΑ (Χαλάνδρι, 6826642) Η τόξη του 84 [969,930,1235,945]
listing-entry: ΝΕΑ ΜΕΝΙΔΙ (Περίσσος 8832.600) Η γυναίκα του υπολοχαγού (Κ) [351,2085,650,2116]
listing-entry: ΑΡΚΑΔΙΑ (Ν. Ελβετία, 7661.166) Ο εγκέφαλος (Κ) [40,1199,327,1214]
cinema-col3c-list [662,1704,957,2190]
listing-entry: ΝΙΚΑΙΑ (Πλ. Φιλοθέης τηλ. 2513.881) Ο κεραυνός του Ρινγκ [662,1452,957,1483]
section-heading-a-provolis: Α' ΠΡΟΒΟΛΗΣ [132,747,246,764]
listing-entry: ΑΛΦΑ (Χολαργός, 6511903) Μπόμπος στο κοτέτσι (Κ) [662,1875,957,1906]
listing-entry: ΑΛΣΟΣ (Παλλήνη τηλ. 8131.430) Μόντυ Πάιθονς (Κ) [662,1841,957,1872]
listing-entry: ΠΑΛΛΗΝΗ (Χαρβάτι 6667161) Βίκτωρ Βικτώρια (Κ) [969,1740,1258,1770]
theatre-column-1 [40,184,544,597]
listing-entry: ΑΜΥΝΤΑΣ (Πλ. Υμηττού 7666154) Ρόδα τσάντα και κοπάνα (Κ) [351,1400,650,1431]
section-heading-tsirko: ΤΣΙΡΚΟ [1273,494,1352,516]
listing-entry: ΦΙΛΙΠ (Ηράκλ.) Οι εκτελεστές της Αθήνας (Κ) [969,2067,1228,2082]
listing-entry: ΑΡΗΣ (Λόφος Αλκών) Κανονιμπολ (Κ) [662,1109,882,1124]
listing-entry: ΛΑΟΣ (Ν. Παγκράτι) Κόναν ο βάρβαρος [40,1831,269,1846]
listing-entry: ΑΠΟΛΛΩΝ (Σωτήρος Απολ. 4812802) Δράκουλας των Εξαρχείων [1269,1181,1560,1212]
listing-entry: ΑΚΤΗ (Πλαζ Βουλιαγμ. Τηλ. 8961.3370) Χωροφύλακας και οι χωροφυλακίνες (Κ) [662,1755,957,1786]
listing-entry: ΕΚΡΑΝ (Τ. Ζουδόχου Πηγής 6461895) Άρπα Κόλλα (Κ) [40,1506,339,1537]
listing-entry: ΡΙΑΛΤΟ (Περιστέρι) Το σταυροδρόμι του Νότου (Κ) [662,1606,954,1621]
listing-entry: ΗΛΙΟΣ (Χαϊδάρι) Ο ξυλοκόπος (Κ) [969,1309,1165,1324]
listing-entry: ΠΑΛΛΑΔΙΟΝ (Καλλιθέα τηλ. 9513.349) Άρπα Κόλλα (Κ) [662,758,957,789]
section-heading-synoikiakoi: ΣΥΝΟΙΚΙΑΚΟΙ [755,883,864,900]
page-frame-right [1566,54,1568,2288]
listing-entry: ΠΕΤΡΟΥΠΟΛΙΣ Μπανάνα Τζο [969,1807,1143,1822]
listing-entry: ΠΛΑΝΗΤΗΣ (Άνω Βούλα) Τα σκυλιά της συγκατάβασης (Κ) [969,1773,1258,1804]
listing-entry: ΛΥΚΑΒΗΤΤΟΣ (Πληρ. από το Φεστιβάλ Αθηνών Σταδίου 4 - 3291.459). Ελληνικό Ροκ - Έναρξη στις 9 μ.μ. [557,500,1053,536]
cinema-banner [40,678,1576,734]
listing-entry: ΑΝΤΖΕΛΑ (Πετρούπολ.) Στα σαγόνια της εφορίας (Κ) [969,828,1258,859]
listing-entry: ΦΛΩΡΙΝΤΑ (8228.501-Πατησίων και Μεταξάρου 4) «Όχι άλλο σεξ παρακαλώ» Κωμωδία. Τετ. Πεμ. Παρ. Σαβ. Κυρ. 10 μμ. Τετ. Σαβ. Κυρ. 7.15 μμ. [1065,342,1559,397]
listing-entry: ΒΕΡΑ (Αιγάλεω 5621914) Δύο έργα [351,1724,556,1739]
listing-entry: ΜΕΤΡΟΠΟΛΙΤΑΝ (8223.333 - Λ. Αλεξάνδρας 16) «Μια νύχτα στο τμήμα ηθών» των Καμπάνη - Μακρίδη. Τρ. Τετ. Πεμ. Παρ. Σαβ. Κυρ. 10 μ.μ. Σαβ. και Κυρ. 7.15 μ.μ. [557,540,1053,594]
listing-entry: ΠΑΡΚ (8213.920 - Λ. Αλεξάνδρας 36) «Η γυναίκα της χρονιάς» σε σκηνοθεσία Τζων Σαρπ Τρ. Τετ. Πεμ. Παρ. Σαβ. Κυρ. 10 μ.μ. Σαβ. Κυρ. 7 μ.μ. [1065,224,1559,279]
theatre-banner-title: Θέατρο [56,95,248,148]
